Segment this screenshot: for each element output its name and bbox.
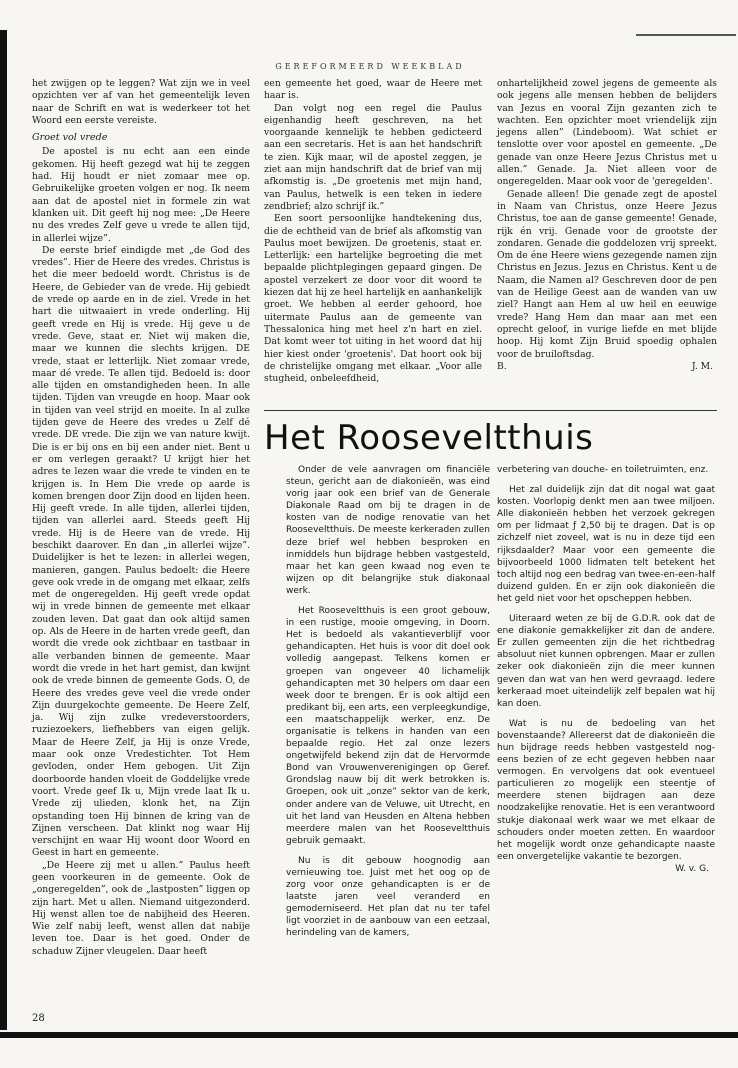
section-heading: Groet vol vrede <box>32 132 108 144</box>
top-edge-line <box>636 34 736 36</box>
paragraph: Genade alleen! Die genade zegt de apostel in Naam van Christus, onze Heere Jezus Christus, toe aan de ganse gemeente! Genade, rijk én vrij. Genade voor de grootste der zondaren. Genade die goddelozen vrij spreekt. Om de éne Heere wiens gezegende namen zijn Christus en Jezus. Jezus en Christus. Kent u de Naam, die Namen al? Geschreven door de pen van de Heilige Geest aan de wanden van uw ziel? Hangt aan Hem al uw heil en eeuwige vrede? Hang Hem dan maar aan met een oprecht geloof, in vurige liefde en met blijde hoop. Hij komt Zijn Bruid spoedig ophalen voor de bruiloftsdag. <box>497 188 717 360</box>
paragraph: het zwijgen op te leggen? Wat zijn we in veel opzichten ver af van het gemeentelijk leven naar de Schrift en wat is wederkeer tot het Woord een eerste vereiste. <box>32 78 250 126</box>
paragraph: Een soort persoonlijke handtekening dus, die de echtheid van de brief als afkomstig van Paulus moet bewijzen. De groetenis, staat er. Letterlijk: een hartelijke begroeting die met bepaalde plichtplegingen gepaard gingen. De apostel verzekert ze door voor dit woord te kiezen dat hij ze heel hartelijk en aanhankelijk groet. We hebben al eerder gehoord, hoe uitermate Paulus aan de gemeente van Thessalonica hing met heel z'n hart en ziel. Dat komt weer tot uiting in het woord dat hij hier kiest onder 'groetenis'. Dat hoort ook bij de christelijke omgang met elkaar. „Voor alle stugheid, onbeleefdheid, <box>264 213 482 385</box>
paragraph: De apostel is nu echt aan een einde gekomen. Hij heeft gezegd wat hij te zeggen had. Hij houdt er niet zomaar mee op. Gebruikelijke groeten volgen er nog. Ik neem aan dat de apostel niet in formele zin wat klanken uit. Dit geeft hij nog mee: „De Heere nu des vredes Zelf geve u vrede te allen tijd, in allerlei wijze”. <box>32 146 250 244</box>
paragraph: Het Rooseveltthuis is een groot gebouw, in een rustige, mooie omgeving, in Doorn. Het is bedoeld als vakantieverblijf voor gehandicapten. Het huis is voor dit doel ook volledig aangepast. Telkens komen er groepen van ongeveer 40 lichamelijk gehandicapten met 30 helpers om daar een week door te brengen. Er is ook altijd een predikant bij, een arts, een verpleegkundige, een maatschappelijk werker, enz. De organisatie is telkens in handen van een bepaalde regio. Het zal onze lezers ongetwijfeld bekend zijn dat de Hervormde Bond van Vrouwenverenigingen op Geref. Grondslag nauw bij dit werk betrokken is. Groepen, ook uit „onze” sektor van de kerk, onder andere van de Veluwe, uit Utrecht, en uit het land van Heusden en Altena hebben meerdere malen van het Rooseveltthuis gebruik gemaakt. <box>286 606 490 846</box>
paragraph: verbetering van douche- en toiletruimten, enz. <box>497 465 709 475</box>
article-column-left <box>286 464 490 948</box>
paragraph: Wat is nu de bedoeling van het bovenstaande? Allereerst dat de diakonieën die hun bijdrage reeds hebben vastgesteld nog-eens bezien of ze echt gegeven hebben naar vermogen. En vervolgens dat ook eventueel particulieren zo mogelijk een steentje of meerdere stenen bijdragen aan deze noodzakelijke renovatie. Het is een verantwoord stukje diakonaal werk waar we met elkaar de schouders onder moeten zetten. En waardoor het mogelijk wordt onze gehandicapte naaste een onvergetelijke vakantie te bezorgen. <box>497 718 715 862</box>
bottom-edge-bar <box>0 1032 738 1038</box>
running-header: GEREFORMEERD WEEKBLAD <box>275 62 465 71</box>
paragraph: De eerste brief eindigde met „de God des vredes”. Hier de Heere des vredes. Christus is het die meer bedoeld wordt. Christus is de Heere, de Gebieder van de vrede. Hij gebiedt de vrede op aarde en in de ziel. Vrede in het hart die uitwaaiert in vrede onderling. Hij geeft vrede en Hij is vrede. Hij geve u de vrede. Geve, staat er. Niet wij maken die, maar we kunnen die slechts krijgen. DE vrede, staat er letterlijk. Niet zomaar vrede, maar dé vrede. Te allen tijd. Bedoeld is: door alle tijden en omstandigheden heen. In alle tijden. Tijden van vreugde en hoop. Maar ook in tijden van veel strijd en moeite. In al zulke tijden geve de Heere des vredes u Zelf dé vrede. DE vrede. Die zijn we van nature kwijt. Die is er bij ons en bij een ander niet. Bent u er om verlegen geraakt? U krijgt hier het adres te lezen waar die vrede te vinden en te krijgen is. In Hem Die vrede op aarde is komen brengen door Zijn dood en lijden heen. Hij geeft vrede. In alle tijden, allerlei tijden, tijden van allerlei aard. Steeds geeft Hij vrede. Hij is de Heere van de vrede. Hij beschikt daarover. En dan „in allerlei wijze”. Duidelijker is het te lezen: in allerlei wegen, manieren, gangen. Paulus bedoelt: die Heere geve ook vrede in de omgang met elkaar, zelfs met de ongeregelden. Hij geeft vrede opdat wij in vrede binnen de gemeente met elkaar zouden leven. Dat gaat dan ook altijd samen op. Als de Heere in de harten vrede geeft, dan wordt die vrede ook zichtbaar en tastbaar in alle verbanden binnen de gemeente. Maar wordt die vrede in het hart gemist, dan kwijnt ook de vrede binnen de gemeente Gods. O, de Heere des vredes geve veel die vrede onder Zijn duurgekochte gemeente. De Heere Zelf, ja. Wij zijn zulke vredeverstoorders, ruziezoekers, liefhebbers van eigen gelijk. Maar de Heere Zelf, ja Hij is onze Vrede, maar ook onze Vredestichter. Tot Hem gevloden, onder Hem gebogen. Uit Zijn doorboorde handen vloeit de Goddelijke vrede voort. Vrede geef Ik u, Mijn vrede laat Ik u. Vrede zij ulieden, klonk het, na Zijn opstanding toen Hij binnen de kring van de Zijnen verscheen. Dat klinkt nog waar Hij verschijnt en waar Hij woont door Woord en Geest in hart en gemeente. <box>32 244 250 859</box>
article-signature: W. v. G. <box>675 863 709 874</box>
paragraph: Dan volgt nog een regel die Paulus eigenhandig heeft geschreven, na het voorgaande kennelijk te hebben gedicteerd aan een secretaris. Het is aan het handschrift te zien. Kijk maar, wil de apostel zeggen, je ziet aan mijn handschrift dat de brief van mij afkomstig is. „De groetenis met mijn hand, van Paulus, hetwelk is een teken in iedere zendbrief; alzo schrijf ik.” <box>264 102 482 212</box>
paragraph: Nu is dit gebouw hoognodig aan vernieuwing toe. Juist met het oog op de zorg voor onze gehandicapten is er de laatste jaren veel veranderd en gemoderniseerd. Het plan dat nu ter tafel ligt voorziet in de aanbouw van een eetzaal, herindeling van de kamers, <box>286 855 490 939</box>
paragraph: „De Heere zij met u allen.” Paulus heeft geen voorkeuren in de gemeente. Ook de „ongeregelden”, ook de „lastposten” liggen op zijn hart. Met u allen. Niemand uitgezonderd. Hij wenst allen toe de nabijheid des Heeren. Wie zelf nabij leeft, wenst allen dat nabije leven toe. Daar is het goed. Onder de schaduw Zijner vleugelen. Daar heeft <box>32 859 250 957</box>
column-1 <box>32 78 250 958</box>
paragraph: Uiteraard weten ze bij de G.D.R. ook dat de ene diakonie gemakkelijker zit dan de andere. Er zullen gemeenten zijn die het richtbedrag absoluut niet kunnen opbrengen. Maar er zullen zeker ook diakonieën zijn die meer kunnen geven dan wat van hen werd gevraagd. Iedere kerkeraad moet uiteindelijk zelf bepalen wat hij kan doen. <box>497 614 715 709</box>
signature-location: B. <box>497 360 507 372</box>
paragraph: Onder de vele aanvragen om financiële steun, gericht aan de diakonieën, was eind vorig jaar ook een brief van de Generale Diakonale Raad om bij te dragen in de kosten van de nodige renovatie van het Rooseveltthuis. De meeste kerkeraden zullen deze brief wel hebben besproken en inmiddels hun bijdrage hebben vastgesteld, maar het kan geen kwaad nog even te wijzen op dit belangrijke stuk diakonaal werk. <box>286 465 490 596</box>
paragraph: Het zal duidelijk zijn dat dit nogal wat gaat kosten. Voorlopig denkt men aan twee miljoen. Alle diakonieën hebben het verzoek gekregen om per lidmaat ƒ 2,50 bij te dragen. Dat is op zichzelf niet zoveel, wat is nu in deze tijd een rijksdaalder? Maar voor een gemeente die bijvoorbeeld 1000 lidmaten telt betekent het toch altijd nog een bedrag van twee-en-een-half duizend gulden. En er zijn ook diakonieën die het geld niet voor het opscheppen hebben. <box>497 485 715 604</box>
column-2 <box>264 78 482 385</box>
signature-initials: J. M. <box>691 360 713 372</box>
page-edge-shadow <box>0 30 7 1030</box>
article-column-right <box>497 464 715 875</box>
author-signature <box>497 361 717 373</box>
paragraph: een gemeente het goed, waar de Heere met haar is. <box>264 78 482 102</box>
section-divider <box>264 410 717 411</box>
page-number: 28 <box>32 1013 45 1024</box>
paragraph: onhartelijkheid zowel jegens de gemeente als ook jegens alle mensen hebben de belijders van Jezus en vooral Zijn gezanten zich te wachten. Een opzichter moet vriendelijk zijn jegens allen” (Lindeboom). Wat schiet er tenslotte over voor apostel en gemeente. „De genade van onze Heere Jezus Christus met u allen.” Genade. Ja. Niet alleen voor de ongeregelden. Maar ook voor de 'geregelden'. <box>497 78 717 188</box>
column-3 <box>497 78 717 373</box>
article-title: Het Rooseveltthuis <box>264 418 594 458</box>
